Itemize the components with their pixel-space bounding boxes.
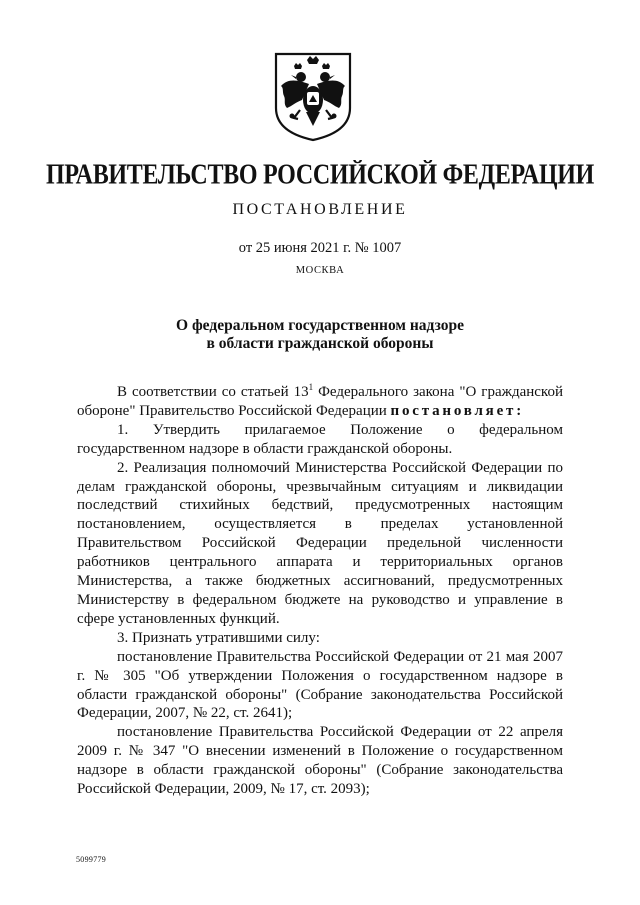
document-date-number: от 25 июня 2021 г. № 1007 [238, 240, 402, 256]
repealed-act-2-paragraph: постановление Правительства Российской Федерации от 22 апреля 2009 г. № 347 "О внесении изменений в Положение о государственном надзоре в области гражданской обороны" (Собрание законодательства Российской Федерации, 2009, № 17, ст. 2093); [77, 724, 563, 798]
preamble-text-start: В соответствии со статьей 13 [117, 384, 309, 400]
item-1-paragraph: 1. Утвердить прилагаемое Положение о федеральном государственном надзоре в области гражданской обороны. [77, 421, 563, 457]
government-title: ПРАВИТЕЛЬСТВО РОССИЙСКОЙ ФЕДЕРАЦИИ [46, 160, 594, 191]
document-heading [0, 317, 640, 353]
document-type: ПОСТАНОВЛЕНИЕ [232, 201, 408, 218]
document-city: МОСКВА [295, 265, 345, 276]
preamble-text-middle: Федерального закона "О гражданской обороне" Правительство Российской Федерации [77, 384, 563, 419]
double-headed-eagle-icon [272, 50, 354, 142]
coat-of-arms-emblem [272, 50, 354, 142]
document-code: 5099779 [76, 855, 107, 864]
article-superscript: 1 [308, 382, 314, 392]
repealed-act-1-paragraph: постановление Правительства Российской Федерации от 21 мая 2007 г. № 305 "Об утверждении Положения о государственном надзоре в области гражданской обороны" (Собрание законодательства Российской Федерации, 2007, № 22, ст. 2641); [77, 648, 563, 722]
preamble-paragraph [77, 383, 563, 421]
item-2-paragraph: 2. Реализация полномочий Министерства Российской Федерации по делам гражданской обороны, чрезвычайным ситуациям и ликвидации последствий стихийных бедствий, предусмотренных настоящим постановлением, осуществляется в пределах установленной Правительством Российской Федерации предельной численности работников центрального аппарата и территориальных органов Министерства, а также бюджетных ассигнований, предусмотренных Министерству в федеральном бюджете на руководство и управление в сфере установленных функций. [77, 459, 563, 627]
document-body [77, 383, 563, 799]
item-3-paragraph: 3. Признать утратившими силу: [117, 629, 320, 646]
heading-line-2: в области гражданской обороны [206, 335, 434, 352]
decree-word: постановляет: [390, 402, 525, 419]
heading-line-1: О федеральном государственном надзоре [176, 317, 464, 334]
